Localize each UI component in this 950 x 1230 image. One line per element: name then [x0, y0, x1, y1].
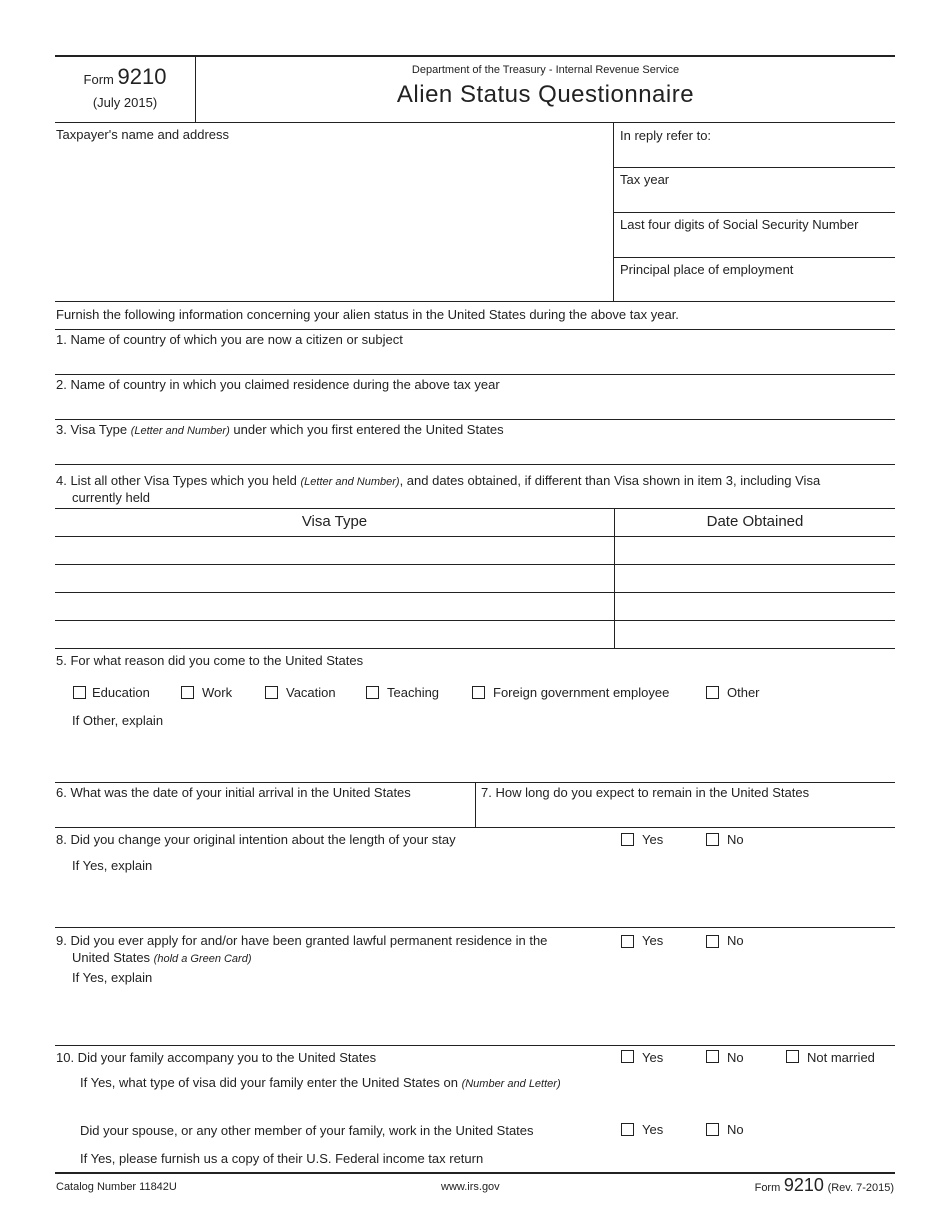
vacation-label: Vacation [286, 685, 336, 700]
reply-refer-field[interactable] [620, 146, 890, 166]
q9-line2-text: United States [72, 950, 151, 965]
visa-type-cell[interactable] [56, 594, 612, 620]
divider [55, 536, 895, 537]
top-rule [55, 55, 895, 57]
form-date: (July 2015) [92, 95, 158, 110]
header-bottom-rule [55, 122, 895, 123]
q8-yes-label: Yes [642, 832, 664, 847]
visa-type-cell[interactable] [56, 538, 612, 564]
q8-no-checkbox[interactable] [706, 833, 719, 846]
q10-visa-prefix: If Yes, what type of visa did your family enter the United States on [80, 1075, 458, 1090]
date-obtained-cell[interactable] [616, 566, 894, 592]
q10-work-label: Did your spouse, or any other member of your family, work in the United States [80, 1123, 534, 1138]
divider [55, 620, 895, 621]
q10-work-yes-checkbox[interactable] [621, 1123, 634, 1136]
date-obtained-cell[interactable] [616, 594, 894, 620]
q9-explain-field[interactable] [72, 988, 892, 1040]
form-word: Form [83, 72, 114, 87]
irs-website: www.irs.gov [441, 1181, 500, 1193]
divider [55, 564, 895, 565]
vacation-checkbox[interactable] [265, 686, 278, 699]
q2-residence-field[interactable] [56, 395, 891, 417]
tax-year-field[interactable] [620, 190, 890, 210]
ssn-label: Last four digits of Social Security Number [620, 217, 859, 232]
other-label: Other [727, 685, 760, 700]
visa-type-cell[interactable] [56, 622, 612, 648]
q10-not-married-label: Not married [807, 1050, 875, 1065]
divider [55, 592, 895, 593]
q9-no-checkbox[interactable] [706, 935, 719, 948]
divider [613, 167, 895, 168]
ssn-field[interactable] [620, 235, 890, 255]
q8-explain-label: If Yes, explain [72, 858, 153, 873]
q10-return-label: If Yes, please furnish us a copy of their U.S. Federal income tax return [80, 1151, 484, 1166]
catalog-number: Catalog Number 11842U [56, 1181, 177, 1193]
footer-rev: (Rev. 7-2015) [827, 1182, 894, 1194]
form-number: 9210 [117, 64, 167, 89]
intro-text: Furnish the following information concerning your alien status in the United States during the above tax year. [56, 307, 679, 322]
divider [55, 827, 895, 828]
education-label: Education [92, 685, 150, 700]
q10-label: 10. Did your family accompany you to the United States [56, 1050, 377, 1065]
q3-suffix: under which you first entered the United States [233, 422, 504, 437]
divider [55, 464, 895, 465]
q8-explain-field[interactable] [72, 876, 892, 924]
q10-visa-italic: (Number and Letter) [461, 1078, 561, 1090]
date-obtained-header: Date Obtained [706, 513, 804, 530]
q7-label: 7. How long do you expect to remain in the United States [481, 785, 810, 800]
q10-no-label: No [727, 1050, 744, 1065]
q10-no-checkbox[interactable] [706, 1050, 719, 1063]
employment-field[interactable] [620, 280, 890, 300]
divider [55, 374, 895, 375]
date-obtained-cell[interactable] [616, 538, 894, 564]
q9-label: 9. Did you ever apply for and/or have been granted lawful permanent residence in the [56, 933, 548, 948]
work-checkbox[interactable] [181, 686, 194, 699]
agency-name: Department of the Treasury - Internal Revenue Service [411, 64, 680, 76]
q4-prefix: 4. List all other Visa Types which you held [56, 473, 297, 488]
foreign-government-employee-label: Foreign government employee [493, 685, 670, 700]
q3-visa-field[interactable] [56, 440, 891, 462]
q9-explain-label: If Yes, explain [72, 970, 153, 985]
q9-line2 [72, 950, 252, 965]
q6-label: 6. What was the date of your initial arrival in the United States [56, 785, 411, 800]
q5-explain-label: If Other, explain [72, 713, 164, 728]
footer-form-number: 9210 [783, 1175, 824, 1195]
visa-table-top [55, 508, 895, 509]
taxpayer-name-address-field[interactable] [56, 145, 611, 295]
q10-family-visa-field[interactable] [80, 1093, 892, 1119]
q9-no-label: No [727, 933, 744, 948]
q9-yes-checkbox[interactable] [621, 935, 634, 948]
q1-citizenship-field[interactable] [56, 350, 891, 372]
q3-label [56, 422, 504, 437]
visa-type-cell[interactable] [56, 566, 612, 592]
q10-visa-label [80, 1075, 561, 1090]
taxpayer-name-address-label: Taxpayer's name and address [56, 127, 230, 142]
teaching-label: Teaching [387, 685, 440, 700]
q7-expected-stay-field[interactable] [481, 803, 891, 825]
divider [55, 419, 895, 420]
q8-label: 8. Did you change your original intention about the length of your stay [56, 832, 456, 847]
q4-label [56, 473, 820, 488]
date-obtained-cell[interactable] [616, 622, 894, 648]
visa-type-header: Visa Type [301, 513, 368, 530]
q4-italic: (Letter and Number) [300, 476, 400, 488]
q10-yes-checkbox[interactable] [621, 1050, 634, 1063]
q3-italic: (Letter and Number) [130, 425, 230, 437]
foreign-government-employee-checkbox[interactable] [472, 686, 485, 699]
divider [55, 301, 895, 302]
divider [55, 1045, 895, 1046]
q5-explain-field[interactable] [72, 732, 892, 778]
q4-suffix: , and dates obtained, if different than Visa shown in item 3, including Visa [399, 473, 821, 488]
q9-italic: (hold a Green Card) [153, 953, 252, 965]
divider [55, 927, 895, 928]
employment-label: Principal place of employment [620, 262, 794, 277]
q3-prefix: 3. Visa Type [56, 422, 128, 437]
q8-yes-checkbox[interactable] [621, 833, 634, 846]
divider [55, 648, 895, 649]
footer-rule [55, 1172, 895, 1174]
q6-q7-divider [475, 782, 476, 827]
divider [613, 212, 895, 213]
q2-label: 2. Name of country in which you claimed residence during the above tax year [56, 377, 500, 392]
footer-form-id [755, 1175, 894, 1196]
q1-label: 1. Name of country of which you are now a citizen or subject [56, 332, 403, 347]
footer-form-word: Form [754, 1182, 781, 1194]
q4-line2: currently held [72, 490, 151, 505]
q10-work-no-checkbox[interactable] [706, 1123, 719, 1136]
q10-work-no-label: No [727, 1122, 744, 1137]
q10-not-married-checkbox[interactable] [786, 1050, 799, 1063]
divider [613, 257, 895, 258]
reply-refer-label: In reply refer to: [620, 128, 712, 143]
page-title: Alien Status Questionnaire [396, 81, 695, 108]
teaching-checkbox[interactable] [366, 686, 379, 699]
other-checkbox[interactable] [706, 686, 719, 699]
tax-year-label: Tax year [620, 172, 670, 187]
q6-arrival-date-field[interactable] [56, 803, 472, 825]
form-id [55, 64, 195, 90]
q9-yes-label: Yes [642, 933, 664, 948]
work-label: Work [202, 685, 233, 700]
education-checkbox[interactable] [73, 686, 86, 699]
q5-label: 5. For what reason did you come to the United States [56, 653, 364, 668]
divider [55, 329, 895, 330]
q10-work-yes-label: Yes [642, 1122, 664, 1137]
q10-yes-label: Yes [642, 1050, 664, 1065]
q8-no-label: No [727, 832, 744, 847]
